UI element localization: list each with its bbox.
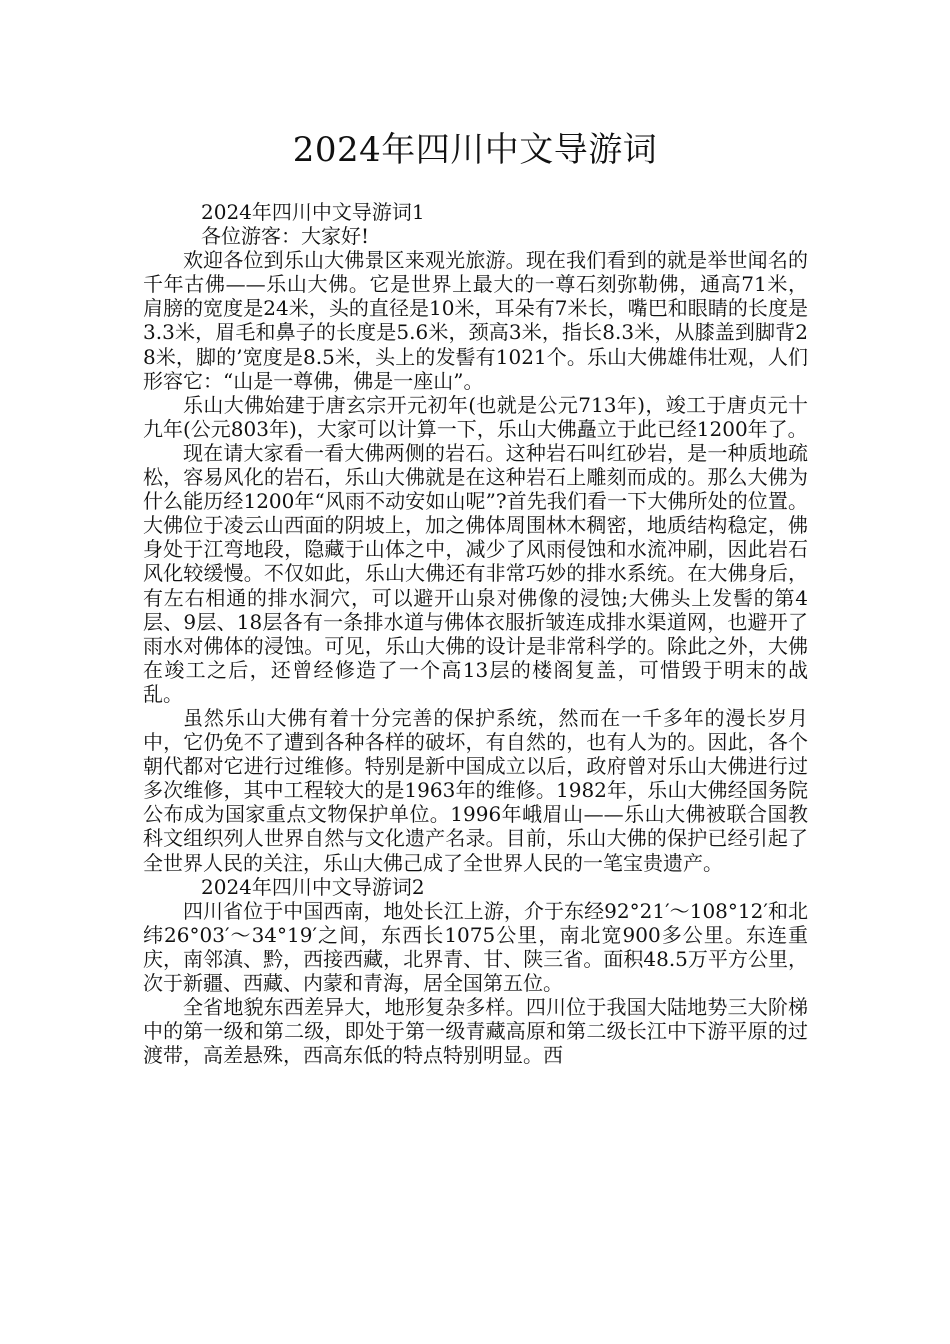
section-heading-1: 2024年四川中文导游词1 (201, 200, 425, 224)
paragraph-sichuan-terrain: 全省地貌东西差异大，地形复杂多样。四川位于我国大陆地势三大阶梯中的第一级和第二级，即处于第一级青藏高原和第二级长江中下游平原的过渡带，高差悬殊，西高东低的特点特别明显。西 (143, 995, 808, 1068)
paragraph-history: 乐山大佛始建于唐玄宗开元初年(也就是公元713年)，竣工于唐贞元十九年(公元803年)，大家可以计算一下，乐山大佛矗立于此已经1200年了。 (143, 392, 808, 441)
section-heading-2: 2024年四川中文导游词2 (201, 874, 425, 899)
greeting-paragraph: 各位游客：大家好! (201, 224, 370, 249)
paragraph-rock-drainage: 现在请大家看一看大佛两侧的岩石。这种岩石叫红砂岩，是一种质地疏松，容易风化的岩石，乐山大佛就是在这种岩石上雕刻而成的。那么大佛为什么能历经1200年“风雨不动安如山呢”?首先我们看一下大佛所处的位置。大佛位于凌云山西面的阴坡上，加之佛体周围林木稠密，地质结构稳定，佛身处于江弯地段，隐藏于山体之中，减少了风雨侵蚀和水流冲刷，因此岩石风化较缓慢。不仅如此，乐山大佛还有非常巧妙的排水系统。在大佛身后，有左右相通的排水洞穴，可以避开山泉对佛像的浸蚀;大佛头上发髻的第4层、9层、18层各有一条排水道与佛体衣服折皱连成排水渠道网，也避开了雨水对佛体的浸蚀。可见，乐山大佛的设计是非常科学的。除此之外，大佛在竣工之后，还曾经修造了一个高13层的楼阁复盖，可惜毁于明末的战乱。 (143, 440, 808, 706)
paragraph-intro-buddha: 欢迎各位到乐山大佛景区来观光旅游。现在我们看到的就是举世闻名的千年古佛——乐山大佛。它是世界上最大的一尊石刻弥勒佛，通高71米，肩膀的宽度是24米，头的直径是10米，耳朵有7米长，嘴巴和眼睛的长度是3.3米，眉毛和鼻子的长度是5.6米，颈高3米，指长8.3米，从膝盖到脚背28米，脚的’宽度是8.5米，头上的发髻有1021个。乐山大佛雄伟壮观，人们形容它：“山是一尊佛，佛是一座山”。 (143, 248, 808, 393)
paragraph-sichuan-location: 四川省位于中国西南，地处长江上游，介于东经92°21′～108°12′和北纬26°03′～34°19′之间，东西长1075公里，南北宽900多公里。东连重庆，南邻滇、黔，西接西藏，北界青、甘、陕三省。面积48.5万平方公里，次于新疆、西藏、内蒙和青海，居全国第五位。 (143, 898, 808, 995)
paragraph-protection: 虽然乐山大佛有着十分完善的保护系统，然而在一千多年的漫长岁月中，它仍免不了遭到各种各样的破坏，有自然的，也有人为的。因此，各个朝代都对它进行过维修。特别是新中国成立以后，政府曾对乐山大佛进行过多次维修，其中工程较大的是1963年的维修。1982年，乐山大佛经国务院公布成为国家重点文物保护单位。1996年峨眉山——乐山大佛被联合国教科文组织列人世界自然与文化遗产名录。目前，乐山大佛的保护已经引起了全世界人民的关注，乐山大佛己成了全世界人民的一笔宝贵遗产。 (143, 705, 808, 875)
document-body (143, 200, 808, 1067)
document-title: 2024年四川中文导游词 (292, 130, 658, 170)
